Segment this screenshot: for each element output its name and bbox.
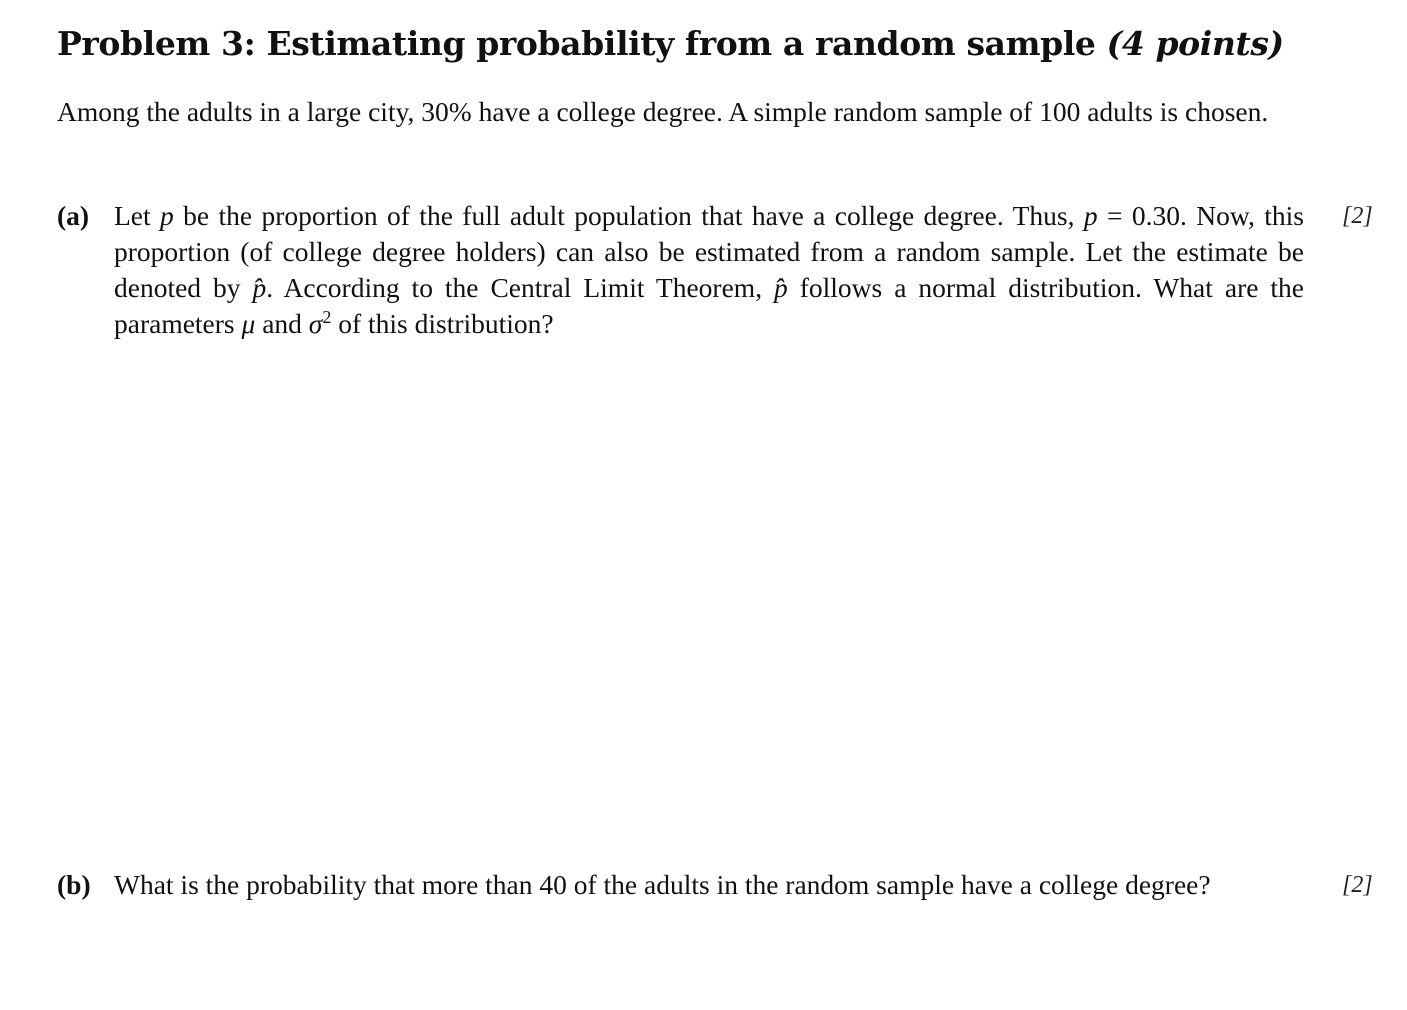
problem-points: (4 points): [1106, 24, 1284, 63]
part-a-label: (a): [57, 200, 90, 231]
math-p-hat: p̂: [252, 272, 267, 303]
part-a-text-5: follows a normal distribution. What are the parameters: [114, 272, 1304, 339]
part-b-label: (b): [57, 869, 91, 900]
problem-title: [57, 18, 1357, 70]
part-a-text: [114, 198, 1304, 342]
part-a-text-1: Let: [114, 200, 161, 231]
part-a-text-6: and: [255, 308, 309, 339]
math-mu: μ: [241, 308, 256, 339]
problem-title-text: Problem 3: Estimating probability from a random sample: [57, 24, 1096, 63]
part-a-text-3: = 0.30. Now, this proportion (of college degree holders) can also be estimated from a random sample. Let the estimate be denoted by: [114, 200, 1304, 303]
part-b-marks: [2]: [1342, 872, 1373, 898]
math-sigma: σ: [308, 308, 323, 339]
part-a-text-7: of this distribution?: [331, 308, 554, 339]
part-a-text-4: . According to the Central Limit Theorem,: [266, 272, 775, 303]
math-superscript: 2: [322, 307, 332, 327]
math-p-hat: p̂: [774, 272, 788, 303]
part-a-text-2: be the proportion of the full adult population that have a college degree. Thus,: [173, 200, 1084, 231]
part-a-marks: [2]: [1342, 203, 1373, 229]
part-b-text: What is the probability that more than 40 of the adults in the random sample have a college degree?: [114, 869, 1211, 900]
problem-intro: Among the adults in a large city, 30% have a college degree. A simple random sample of 100 adults is chosen.: [57, 96, 1269, 127]
math-p: p: [160, 200, 174, 231]
math-p: p: [1083, 200, 1098, 231]
